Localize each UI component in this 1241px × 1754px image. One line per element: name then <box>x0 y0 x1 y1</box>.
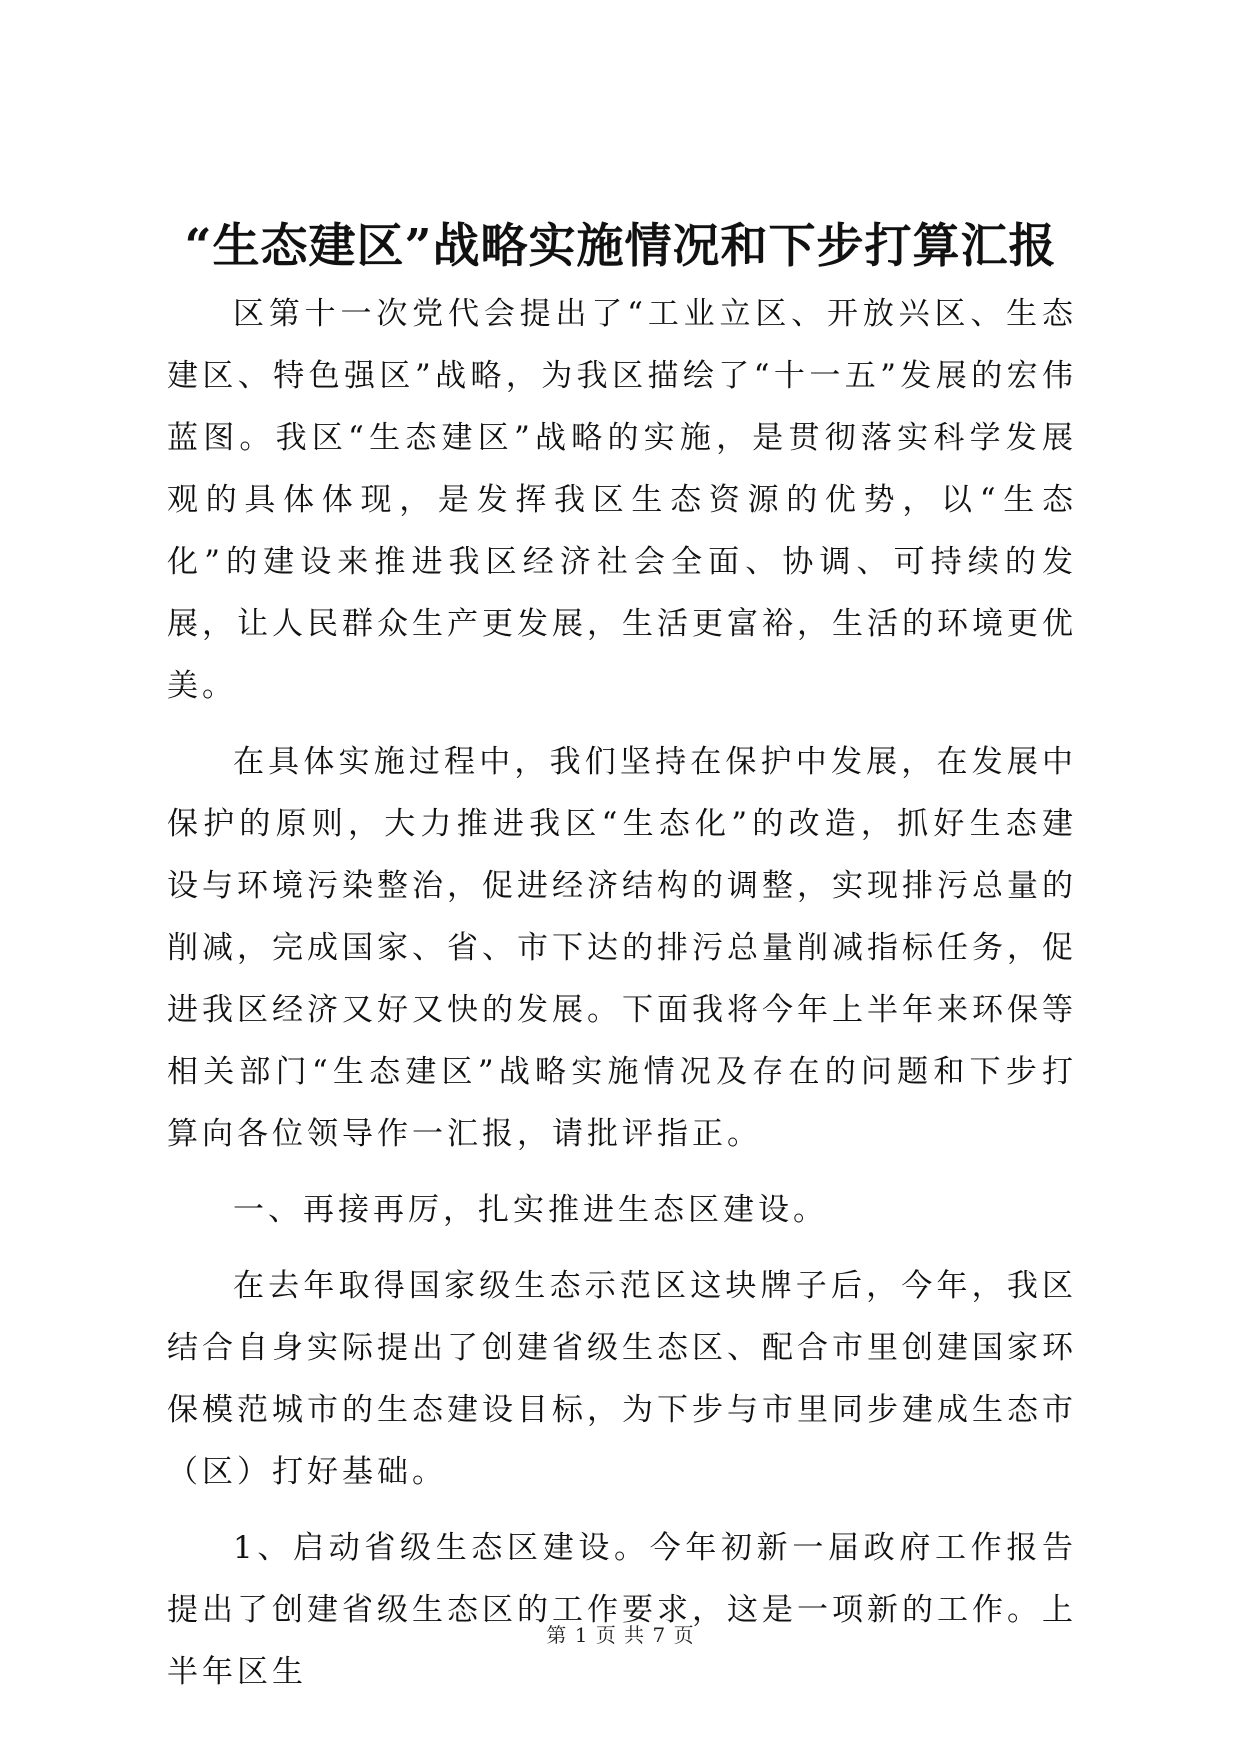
section-heading-1: 一、再接再厉，扎实推进生态区建设。 <box>233 1192 828 1228</box>
page-footer: 第 1 页 共 7 页 <box>546 1623 695 1647</box>
paragraph-implementation: 在具体实施过程中，我们坚持在保护中发展，在发展中保护的原则，大力推进我区“生态化”的改造，抓好生态建设与环境污染整治，促进经济结构的调整，实现排污总量的削减，完成国家、省、市下达的排污总量削减指标任务，促进我区经济又好又快的发展。下面我将今年上半年来环保等相关部门“生态建区”战略实施情况及存在的问题和下步打算向各位领导作一汇报，请批评指正。 <box>167 744 1077 1152</box>
paragraph-item-1: 1、启动省级生态区建设。今年初新一届政府工作报告提出了创建省级生态区的工作要求，这是一项新的工作。上半年区生 <box>167 1530 1077 1690</box>
paragraph-section-1: 在去年取得国家级生态示范区这块牌子后，今年，我区结合自身实际提出了创建省级生态区、配合市里创建国家环保模范城市的生态建设目标，为下步与市里同步建成生态市（区）打好基础。 <box>167 1268 1077 1490</box>
document-body <box>167 283 1077 1703</box>
document-title: “生态建区”战略实施情况和下步打算汇报 <box>184 219 1057 274</box>
paragraph-intro: 区第十一次党代会提出了“工业立区、开放兴区、生态建区、特色强区”战略，为我区描绘了“十一五”发展的宏伟蓝图。我区“生态建区”战略的实施，是贯彻落实科学发展观的具体体现，是发挥我区生态资源的优势，以“生态化”的建设来推进我区经济社会全面、协调、可持续的发展，让人民群众生产更发展，生活更富裕，生活的环境更优美。 <box>167 296 1077 704</box>
